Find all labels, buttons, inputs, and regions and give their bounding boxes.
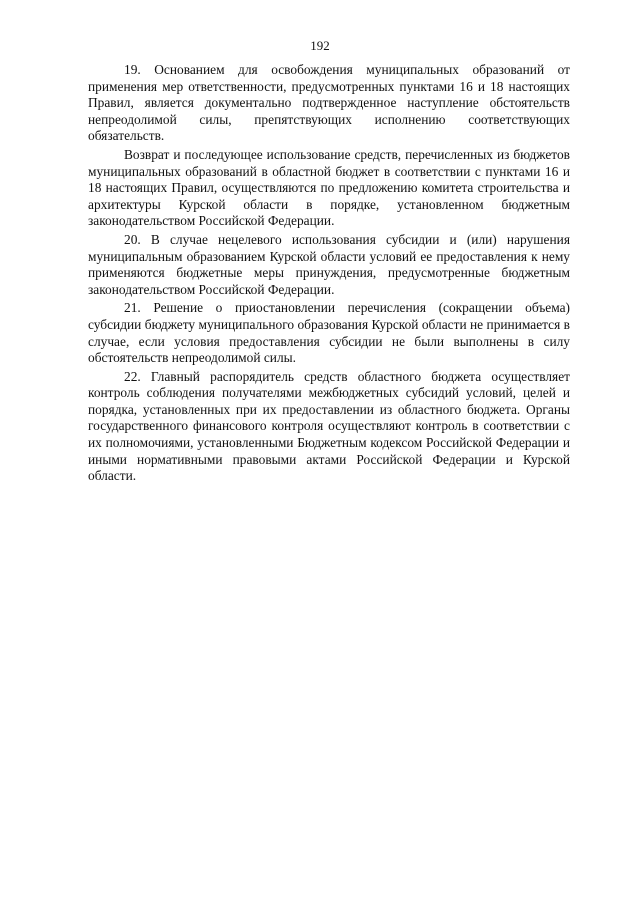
paragraph-19: 19. Основанием для освобождения муниципальных образований от применения мер ответственности, предусмотренных пунктами 16 и 18 настоящих Правил, является документально подтвержденное наступление обстоятельств непреодолимой силы, препятствующих исполнению соответствующих обязательств. xyxy=(88,62,570,144)
paragraph-22: 22. Главный распорядитель средств областного бюджета осуществляет контроль соблюдения получателями межбюджетных субсидий условий, целей и порядка, установленных при их предоставлении из областного бюджета. Органы государственного финансового контроля осуществляют контроль в соответствии с их полномочиями, установленными Бюджетным кодексом Российской Федерации и иными нормативными правовыми актами Российской Федерации и Курской области. xyxy=(88,368,570,484)
paragraph-20: 20. В случае нецелевого использования субсидии и (или) нарушения муниципальным образованием Курской области условий ее предоставления к нему применяются бюджетные меры принуждения, предусмотренные бюджетным законодательством Российской Федерации. xyxy=(88,231,570,297)
document-body xyxy=(88,62,570,487)
page-number: 192 xyxy=(310,38,330,53)
paragraph-refund: Возврат и последующее использование средств, перечисленных из бюджетов муниципальных образований в областной бюджет в соответствии с пунктами 16 и 18 настоящих Правил, осуществляются по предложению комитета строительства и архитектуры Курской области в порядке, установленном бюджетным законодательством Российской Федерации. xyxy=(88,146,570,229)
paragraph-21: 21. Решение о приостановлении перечисления (сокращении объема) субсидии бюджету муниципального образования Курской области не принимается в случае, если условия предоставления субсидии не были выполнены в силу обстоятельств непреодолимой силы. xyxy=(88,300,570,366)
